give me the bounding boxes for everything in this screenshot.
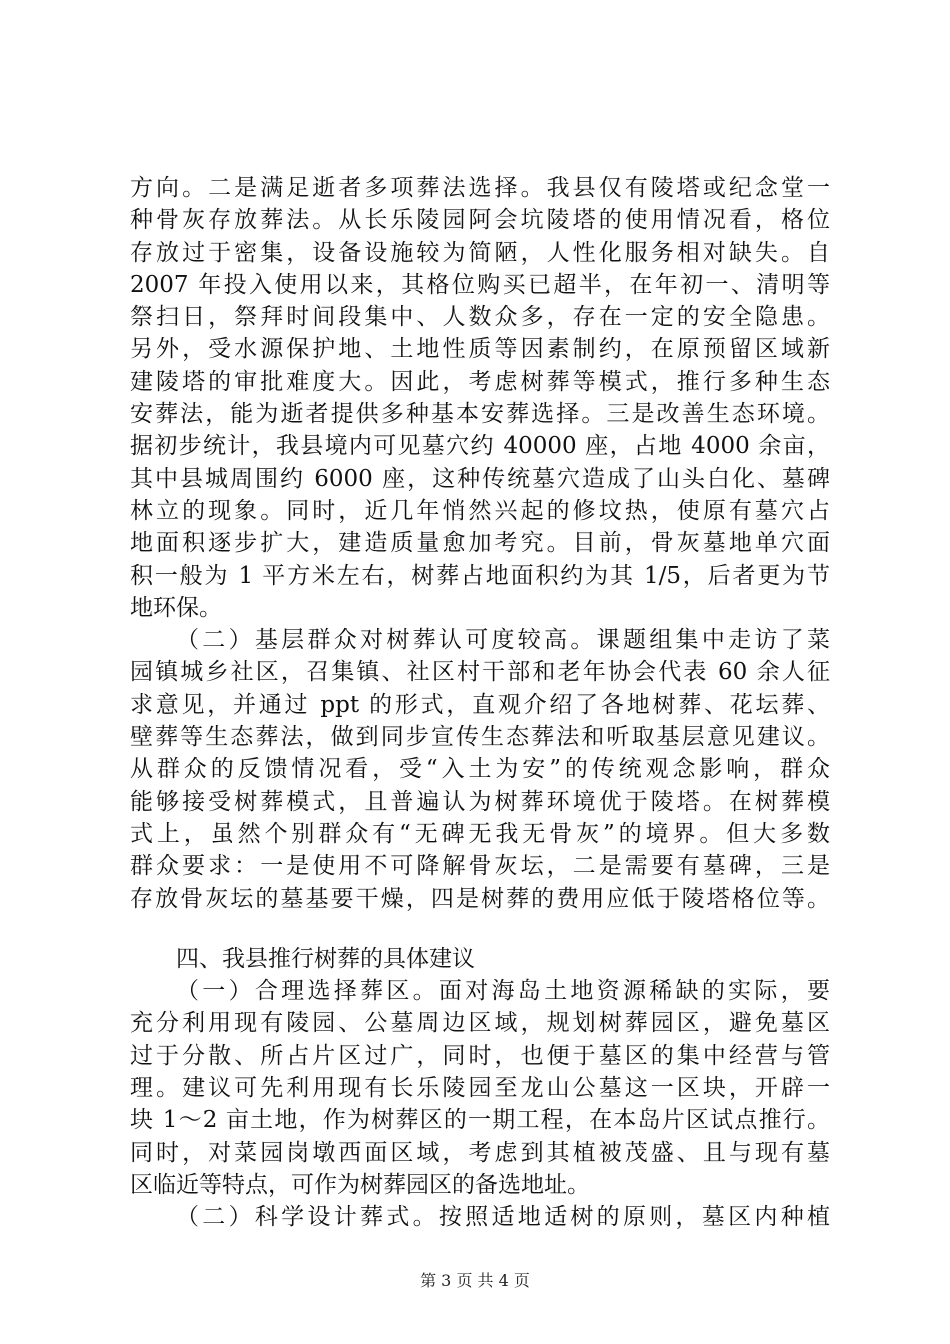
- text-line: 园镇城乡社区，召集镇、社区村干部和老年协会代表 60 余人征: [130, 659, 830, 686]
- document-body: [130, 172, 830, 1234]
- text-line: 式上，虽然个别群众有“无碑无我无骨灰”的境界。但大多数: [130, 820, 830, 847]
- text-line: 块 1～2 亩土地，作为树葬区的一期工程，在本岛片区试点推行。: [130, 1107, 830, 1134]
- paragraph-gap: [130, 915, 830, 943]
- section-heading: 四、我县推行树葬的具体建议: [176, 945, 475, 972]
- text-line: 安葬法，能为逝者提供多种基本安葬选择。三是改善生态环境。: [130, 401, 830, 428]
- paragraph-first-line: （二）基层群众对树葬认可度较高。课题组集中走访了菜: [176, 627, 830, 654]
- text-line: 方向。二是满足逝者多项葬法选择。我县仅有陵塔或纪念堂一: [130, 175, 830, 201]
- text-line: 区临近等特点，可作为树葬园区的备选地址。: [130, 1171, 590, 1198]
- paragraph-first-line: （一）合理选择葬区。面对海岛土地资源稀缺的实际，要: [176, 978, 830, 1005]
- text-line: 存放过于密集，设备设施较为简陋，人性化服务相对缺失。自: [130, 239, 830, 266]
- text-line: 壁葬等生态葬法，做到同步宣传生态葬法和听取基层意见建议。: [130, 724, 830, 751]
- text-line: 地环保。: [130, 594, 222, 621]
- text-line: 同时，对菜园岗墩西面区域，考虑到其植被茂盛、且与现有墓: [130, 1139, 830, 1166]
- text-line: 充分利用现有陵园、公墓周边区域，规划树葬园区，避免墓区: [130, 1010, 830, 1037]
- page-number-footer: 第 3 页 共 4 页: [420, 1271, 530, 1290]
- text-line: 从群众的反馈情况看，受“入土为安”的传统观念影响，群众: [130, 756, 830, 783]
- text-line: 群众要求：一是使用不可降解骨灰坛，二是需要有墓碑，三是: [130, 853, 830, 880]
- text-line: 求意见，并通过 ppt 的形式，直观介绍了各地树葬、花坛葬、: [130, 691, 830, 718]
- text-line: 林立的现象。同时，近几年悄然兴起的修坟热，使原有墓穴占: [130, 497, 830, 524]
- text-line: 存放骨灰坛的墓基要干燥，四是树葬的费用应低于陵塔格位等。: [130, 885, 830, 912]
- text-line: 建陵塔的审批难度大。因此，考虑树葬等模式，推行多种生态: [130, 368, 830, 395]
- text-line: 据初步统计，我县境内可见墓穴约 40000 座，占地 4000 余亩，: [130, 433, 830, 460]
- text-line: 积一般为 1 平方米左右，树葬占地面积约为其 1/5，后者更为节: [130, 562, 830, 589]
- paragraph-first-line: （二）科学设计葬式。按照适地适树的原则，墓区内种植: [176, 1204, 830, 1231]
- text-line: 理。建议可先利用现有长乐陵园至龙山公墓这一区块，开辟一: [130, 1075, 830, 1102]
- text-line: 另外，受水源保护地、土地性质等因素制约，在原预留区域新: [130, 336, 830, 363]
- text-line: 能够接受树葬模式，且普遍认为树葬环境优于陵塔。在树葬模: [130, 788, 830, 815]
- text-line: 祭扫日，祭拜时间段集中、人数众多，存在一定的安全隐患。: [130, 304, 830, 331]
- text-line: 其中县城周围约 6000 座，这种传统墓穴造成了山头白化、墓碑: [130, 465, 830, 492]
- text-line: 种骨灰存放葬法。从长乐陵园阿会坑陵塔的使用情况看，格位: [130, 207, 830, 234]
- text-line: 2007 年投入使用以来，其格位购买已超半，在年初一、清明等: [130, 271, 830, 298]
- text-line: 过于分散、所占片区过广，同时，也便于墓区的集中经营与管: [130, 1042, 830, 1069]
- text-line: 地面积逐步扩大，建造质量愈加考究。目前，骨灰墓地单穴面: [130, 530, 830, 557]
